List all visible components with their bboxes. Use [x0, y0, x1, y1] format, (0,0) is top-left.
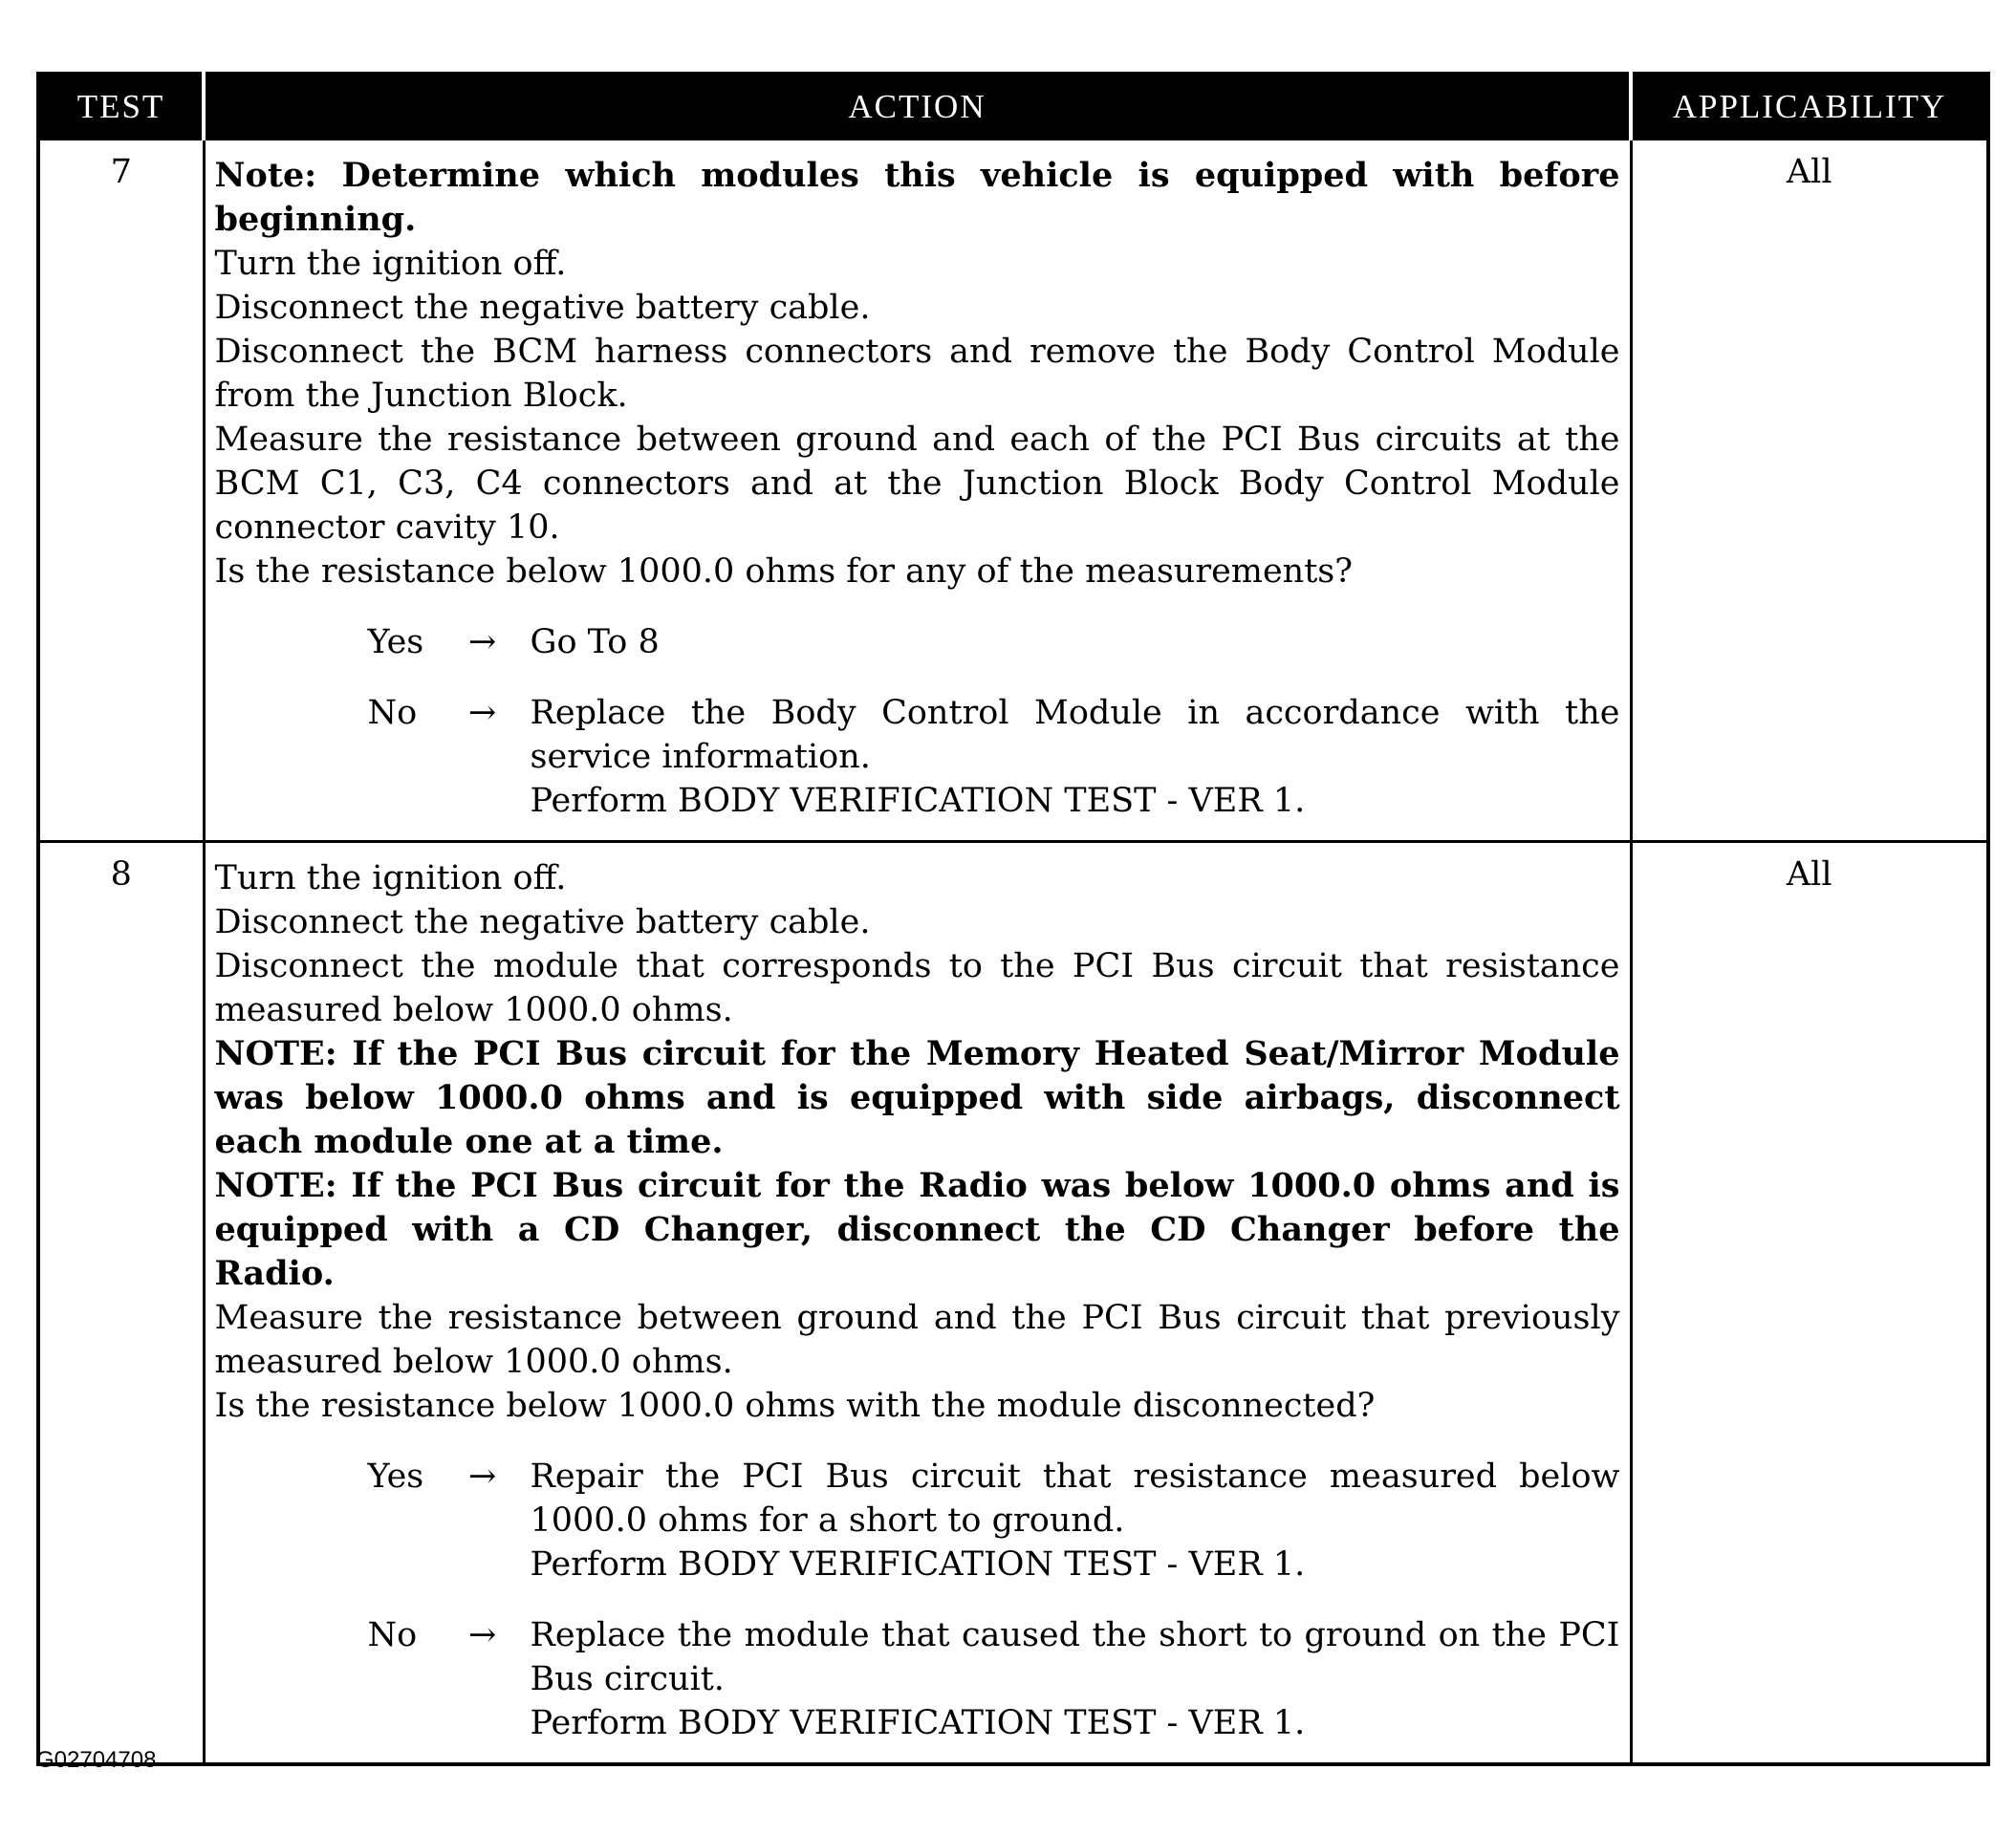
action-step: Disconnect the module that corresponds to the PCI Bus circuit that resistance measured below 1000.0 ohms. — [214, 947, 1620, 1029]
action-note: Note: Determine which modules this vehicle is equipped with before beginning. — [214, 156, 1620, 239]
action-step: Turn the ignition off. — [214, 859, 567, 897]
test-number: 7 — [38, 140, 204, 842]
action-step: Disconnect the BCM harness connectors and remove the Body Control Module from the Junction Block. — [214, 333, 1620, 415]
answer-no-text-2: Perform BODY VERIFICATION TEST - VER 1. — [530, 782, 1306, 820]
right-arrow-icon: → — [467, 623, 497, 661]
applicability-value: All — [1631, 842, 1988, 1765]
answer-yes-label: Yes — [367, 623, 424, 661]
answer-no — [368, 1613, 1620, 1745]
action-step: Disconnect the negative battery cable. — [214, 903, 871, 941]
right-arrow-icon: → — [467, 1457, 497, 1496]
answer-yes-label: Yes — [367, 1457, 424, 1496]
answer-no-text: Replace the Body Control Module in accordance with the service information. — [530, 694, 1620, 776]
answer-yes — [368, 620, 1620, 664]
table-row — [38, 842, 1988, 1765]
action-step: Disconnect the negative battery cable. — [214, 289, 871, 327]
header-test: TEST — [38, 74, 204, 140]
action-note: NOTE: If the PCI Bus circuit for the Radio was below 1000.0 ohms and is equipped with a CD Changer, disconnect the CD Changer before the Radio. — [214, 1166, 1620, 1293]
header-applicability: APPLICABILITY — [1631, 74, 1988, 140]
right-arrow-icon: → — [467, 1616, 497, 1654]
test-number: 8 — [38, 842, 204, 1765]
answer-no-text-2: Perform BODY VERIFICATION TEST - VER 1. — [530, 1704, 1306, 1742]
action-cell — [204, 140, 1631, 842]
answer-list — [215, 620, 1620, 823]
right-arrow-icon: → — [467, 694, 497, 732]
answer-no-label: No — [367, 1616, 418, 1654]
applicability-value: All — [1631, 140, 1988, 842]
answer-no-body — [531, 1613, 1620, 1745]
answer-no — [368, 691, 1620, 823]
diagnostic-test-table — [36, 72, 1990, 1766]
table-row — [38, 140, 1988, 842]
action-note: NOTE: If the PCI Bus circuit for the Memory Heated Seat/Mirror Module was below 1000.0 ohms and is equipped with side airbags, disconnect each module one at a time. — [214, 1034, 1620, 1161]
answer-yes-text-2: Perform BODY VERIFICATION TEST - VER 1. — [530, 1545, 1306, 1584]
action-step: Turn the ignition off. — [214, 245, 567, 283]
table-header-row — [38, 74, 1988, 140]
answer-list — [215, 1455, 1620, 1745]
answer-yes — [368, 1455, 1620, 1587]
action-step: Measure the resistance between ground and the PCI Bus circuit that previously measured below 1000.0 ohms. — [214, 1299, 1620, 1381]
action-question: Is the resistance below 1000.0 ohms for any of the measurements? — [214, 552, 1354, 591]
figure-id: G02704708 — [36, 1747, 157, 1773]
answer-yes-body — [531, 1455, 1620, 1587]
answer-no-body — [531, 691, 1620, 823]
action-question: Is the resistance below 1000.0 ohms with the module disconnected? — [214, 1387, 1376, 1425]
answer-no-label: No — [367, 694, 418, 732]
action-cell — [204, 842, 1631, 1765]
answer-yes-text: Go To 8 — [530, 623, 660, 661]
answer-no-text: Replace the module that caused the short to ground on the PCI Bus circuit. — [530, 1616, 1620, 1698]
header-action: ACTION — [204, 74, 1631, 140]
action-step: Measure the resistance between ground and each of the PCI Bus circuits at the BCM C1, C3, C4 connectors and at the Junction Block Body Control Module connector cavity 10. — [214, 421, 1620, 547]
answer-yes-text: Repair the PCI Bus circuit that resistance measured below 1000.0 ohms for a short to ground. — [530, 1457, 1620, 1540]
